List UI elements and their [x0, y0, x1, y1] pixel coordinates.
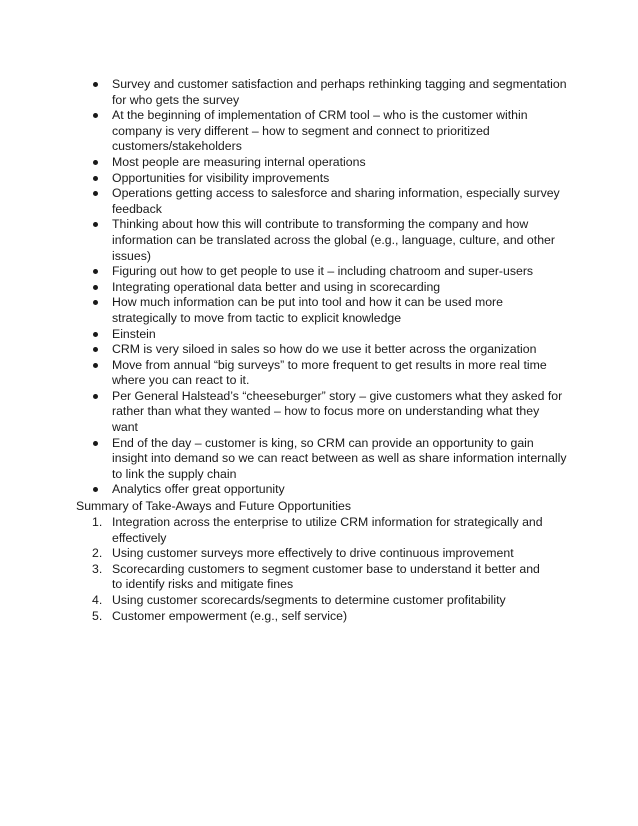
- bullet-item: Operations getting access to salesforce and sharing information, especially survey feedback: [112, 186, 568, 217]
- item-text: Scorecarding customers to segment customer base to understand it better and to identify risks and mitigate fines: [112, 561, 540, 592]
- bullet-item: CRM is very siloed in sales so how do we use it better across the organization: [112, 342, 568, 358]
- summary-item: [92, 608, 552, 625]
- item-text: Using customer scorecards/segments to determine customer profitability: [112, 592, 506, 607]
- item-number: 1.: [92, 515, 103, 529]
- bullet-item: Per General Halstead’s “cheeseburger” story – give customers what they asked for rather than what they wanted – how to focus more on understanding what they want: [112, 389, 568, 436]
- item-text: Integration across the enterprise to utilize CRM information for strategically and effectively: [112, 515, 543, 545]
- summary-item: [92, 515, 552, 546]
- summary-heading: Summary of Take-Aways and Future Opportunities: [76, 499, 351, 513]
- bullet-item: End of the day – customer is king, so CRM can provide an opportunity to gain insight into demand so we can react between as well as share information internally to link the supply chain: [112, 435, 567, 481]
- summary-item: [92, 592, 552, 609]
- item-number: 2.: [92, 546, 103, 561]
- bullet-item: Most people are measuring internal operations: [112, 155, 568, 171]
- item-text: Using customer surveys more effectively to drive continuous improvement: [112, 546, 514, 561]
- bullet-item: Thinking about how this will contribute to transforming the company and how information can be translated across the global (e.g., language, culture, and other issues): [112, 217, 568, 264]
- bullet-item: Einstein: [112, 327, 568, 343]
- bullet-item: Survey and customer satisfaction and perhaps rethinking tagging and segmentation for who gets the survey: [112, 77, 567, 107]
- bullet-item: Figuring out how to get people to use it – including chatroom and super-users: [112, 264, 568, 280]
- summary-numbered-list: [92, 515, 552, 624]
- item-number: 5.: [92, 608, 103, 623]
- summary-item: [92, 546, 552, 562]
- bullet-item: Analytics offer great opportunity: [112, 482, 568, 498]
- discussion-bullet-list: [112, 77, 568, 498]
- summary-item: [92, 561, 552, 593]
- item-number: 3.: [92, 561, 103, 576]
- bullet-item: Move from annual “big surveys” to more frequent to get results in more real time where you can react to it.: [112, 358, 568, 389]
- item-number: 4.: [92, 592, 103, 607]
- bullet-item: How much information can be put into tool and how it can be used more strategically to move from tactic to explicit knowledge: [112, 295, 568, 326]
- item-text: Customer empowerment (e.g., self service): [112, 608, 348, 623]
- bullet-item: Integrating operational data better and using in scorecarding: [112, 280, 568, 296]
- bullet-item: Opportunities for visibility improvements: [112, 171, 568, 187]
- bullet-item: At the beginning of implementation of CRM tool – who is the customer within company is very different – how to segment and connect to prioritized customers/stakeholders: [112, 108, 568, 155]
